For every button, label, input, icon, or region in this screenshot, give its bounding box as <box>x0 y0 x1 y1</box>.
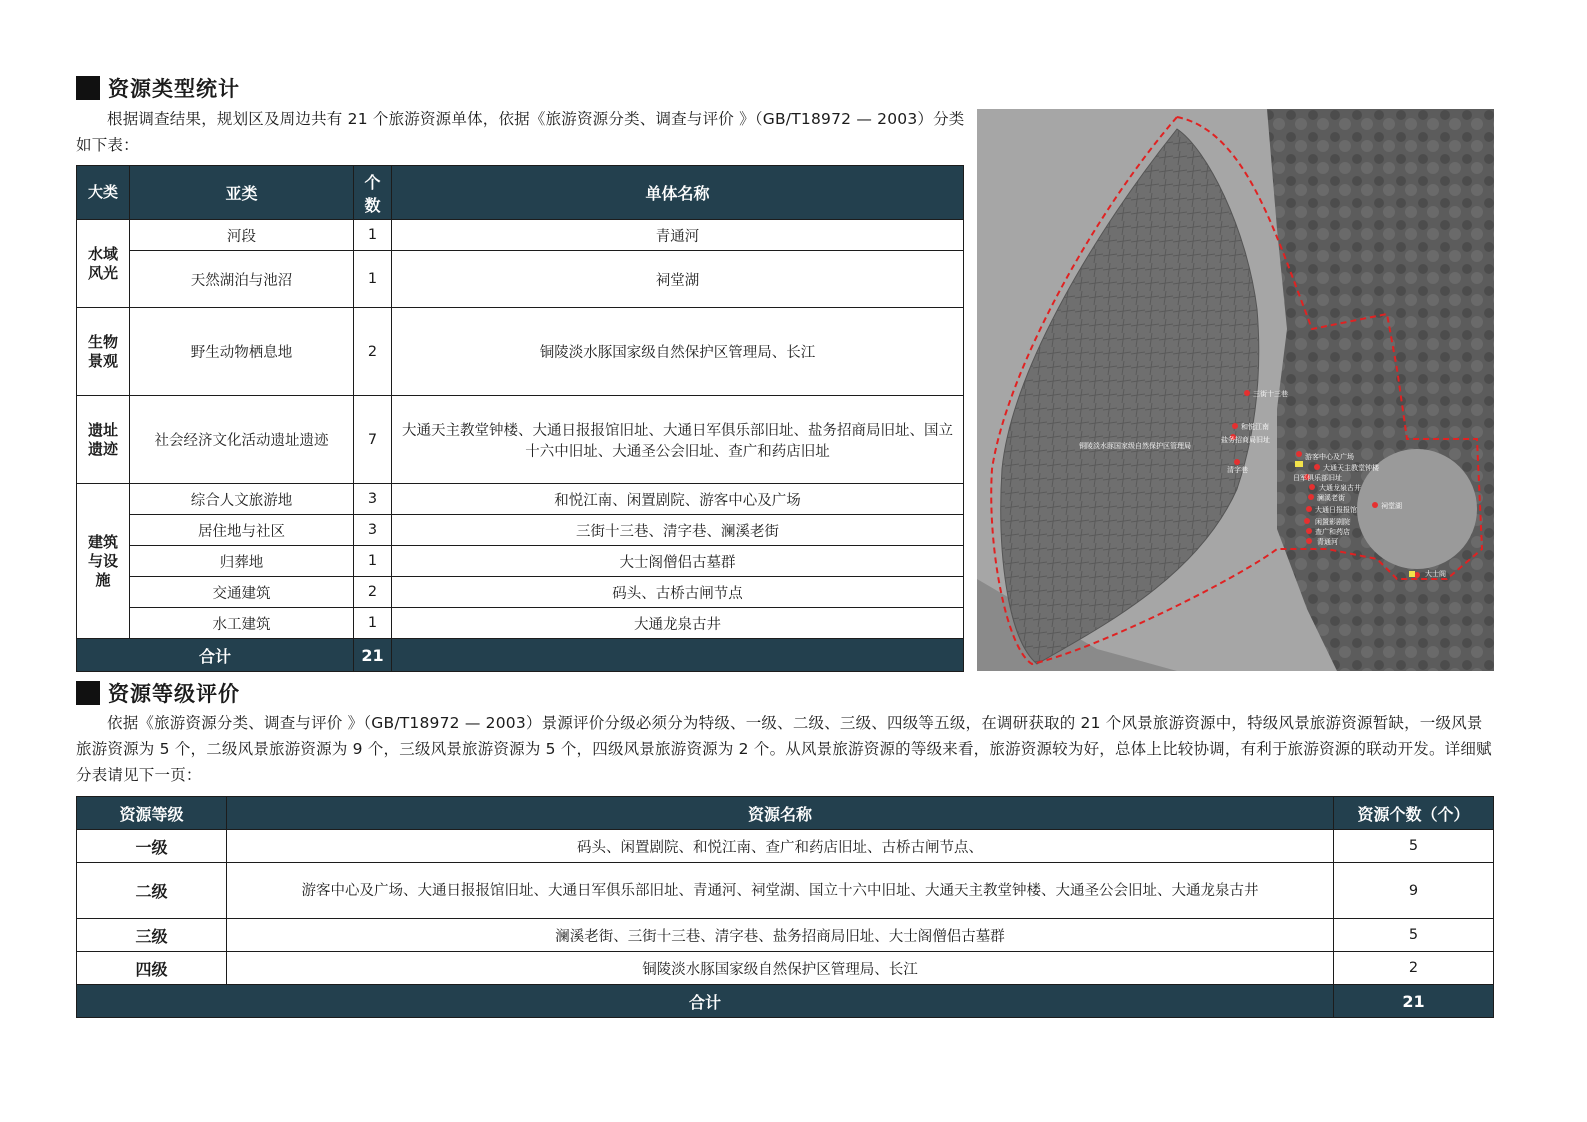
subcategory-cell: 野生动物栖息地 <box>130 308 354 396</box>
map-label: 清字巷 <box>1227 466 1248 474</box>
names-cell: 码头、古桥古闸节点 <box>392 577 964 608</box>
category-cell: 生物景观 <box>77 308 130 396</box>
table-row <box>77 830 1494 863</box>
names-cell: 祠堂湖 <box>392 251 964 308</box>
count-cell: 5 <box>1334 830 1494 863</box>
header-subcategory: 亚类 <box>130 166 354 220</box>
total-value: 21 <box>354 639 392 672</box>
count-cell: 2 <box>1334 952 1494 985</box>
satellite-map-image <box>977 109 1494 671</box>
category-cell: 遗址遗迹 <box>77 396 130 484</box>
table-row <box>77 220 964 251</box>
subcategory-cell: 水工建筑 <box>130 608 354 639</box>
table-total-row <box>77 985 1494 1018</box>
header-level: 资源等级 <box>77 797 227 830</box>
table-row <box>77 396 964 484</box>
map-label: 澜溪老街 <box>1317 494 1345 502</box>
level-cell: 四级 <box>77 952 227 985</box>
resource-type-table <box>76 165 964 672</box>
count-cell: 2 <box>354 577 392 608</box>
table-row <box>77 546 964 577</box>
total-label: 合计 <box>77 639 354 672</box>
count-cell: 7 <box>354 396 392 484</box>
table-header-row <box>77 166 964 220</box>
header-names: 单体名称 <box>392 166 964 220</box>
section-title-resource-grade <box>76 678 240 708</box>
level-cell: 三级 <box>77 919 227 952</box>
category-cell: 水域风光 <box>77 220 130 308</box>
names-cell: 和悦江南、闲置剧院、游客中心及广场 <box>392 484 964 515</box>
subcategory-cell: 天然湖泊与池沼 <box>130 251 354 308</box>
subcategory-cell: 交通建筑 <box>130 577 354 608</box>
map-label: 大通天主教堂钟楼 <box>1323 464 1379 472</box>
names-cell: 铜陵淡水豚国家级自然保护区管理局、长江 <box>392 308 964 396</box>
count-cell: 1 <box>354 546 392 577</box>
subcategory-cell: 综合人文旅游地 <box>130 484 354 515</box>
total-value: 21 <box>1334 985 1494 1018</box>
header-count: 个数 <box>354 166 392 220</box>
names-cell: 铜陵淡水豚国家级自然保护区管理局、长江 <box>227 952 1334 985</box>
intro-paragraph-2: 依据《旅游资源分类、调查与评价 》（GB/T18972 — 2003）景源评价分级必须分为特级、一级、二级、三级、四级等五级，在调研获取的 21 个风景旅游资源中，特级风景旅游资源暂缺，一级风景旅游资源为 5 个，二级风景旅游资源为 9 个，三级风景旅游资源为 5 个，四级风景旅游资源为 2 个。从风景旅游资源的等级来看，旅游资源较为好，总体上比较协调，有利于旅游资源的联动开发。详细赋分表请见下一页： <box>76 714 1492 784</box>
map-label: 盐务招商局旧址 <box>1221 436 1270 444</box>
section-title-text: 资源类型统计 <box>108 77 240 101</box>
table-row <box>77 515 964 546</box>
category-cell: 建筑与设施 <box>77 484 130 639</box>
level-cell: 一级 <box>77 830 227 863</box>
header-names: 资源名称 <box>227 797 1334 830</box>
map-label: 大士阁 <box>1425 570 1446 578</box>
count-cell: 9 <box>1334 863 1494 919</box>
section-title-resource-types <box>76 73 240 103</box>
bullet-square-icon <box>76 681 100 705</box>
map-label: 三街十三巷 <box>1253 390 1288 398</box>
count-cell: 1 <box>354 608 392 639</box>
intro-paragraph-1: 根据调查结果，规划区及周边共有 21 个旅游资源单体，依据《旅游资源分类、调查与评价 》（GB/T18972 — 2003）分类如下表： <box>76 110 965 154</box>
count-cell: 1 <box>354 251 392 308</box>
count-cell: 2 <box>354 308 392 396</box>
section-title-text: 资源等级评价 <box>108 682 240 706</box>
table-row <box>77 251 964 308</box>
table-row <box>77 952 1494 985</box>
subcategory-cell: 归葬地 <box>130 546 354 577</box>
map-label: 游客中心及广场 <box>1305 453 1354 461</box>
table-row <box>77 577 964 608</box>
resource-grade-table <box>76 796 1494 1018</box>
names-cell: 青通河 <box>392 220 964 251</box>
names-cell: 大通天主教堂钟楼、大通日报报馆旧址、大通日军俱乐部旧址、盐务招商局旧址、国立十六中旧址、大通圣公会旧址、查广和药店旧址 <box>392 396 964 484</box>
subcategory-cell: 社会经济文化活动遗址遗迹 <box>130 396 354 484</box>
names-cell: 大士阁僧侣古墓群 <box>392 546 964 577</box>
table-row <box>77 863 1494 919</box>
map-labels <box>977 109 1494 671</box>
count-cell: 1 <box>354 220 392 251</box>
header-category: 大类 <box>77 166 130 220</box>
map-label: 日军俱乐部旧址 <box>1293 474 1342 482</box>
count-cell: 5 <box>1334 919 1494 952</box>
map-label: 大通龙泉古井 <box>1319 484 1361 492</box>
header-count: 资源个数（个） <box>1334 797 1494 830</box>
names-cell: 大通龙泉古井 <box>392 608 964 639</box>
map-label: 铜陵淡水豚国家级自然保护区管理局 <box>1079 442 1191 450</box>
table-total-row <box>77 639 964 672</box>
names-cell: 三街十三巷、清字巷、澜溪老街 <box>392 515 964 546</box>
bullet-square-icon <box>76 76 100 100</box>
names-cell: 码头、闲置剧院、和悦江南、查广和药店旧址、古桥古闸节点、 <box>227 830 1334 863</box>
level-cell: 二级 <box>77 863 227 919</box>
subcategory-cell: 河段 <box>130 220 354 251</box>
map-label: 和悦江南 <box>1241 423 1269 431</box>
map-label: 祠堂湖 <box>1381 502 1402 510</box>
table-row <box>77 484 964 515</box>
map-label: 查广和药店 <box>1315 528 1350 536</box>
table-row <box>77 608 964 639</box>
table-row <box>77 919 1494 952</box>
total-empty-cell <box>392 639 964 672</box>
count-cell: 3 <box>354 515 392 546</box>
names-cell: 澜溪老街、三街十三巷、清字巷、盐务招商局旧址、大士阁僧侣古墓群 <box>227 919 1334 952</box>
total-label: 合计 <box>77 985 1334 1018</box>
map-label: 青通河 <box>1317 538 1338 546</box>
names-cell: 游客中心及广场、大通日报报馆旧址、大通日军俱乐部旧址、青通河、祠堂湖、国立十六中旧址、大通天主教堂钟楼、大通圣公会旧址、大通龙泉古井 <box>227 863 1334 919</box>
count-cell: 3 <box>354 484 392 515</box>
table-header-row <box>77 797 1494 830</box>
map-label: 闲置影剧院 <box>1315 518 1350 526</box>
subcategory-cell: 居住地与社区 <box>130 515 354 546</box>
table-row <box>77 308 964 396</box>
map-label: 大通日报报馆 <box>1315 506 1357 514</box>
